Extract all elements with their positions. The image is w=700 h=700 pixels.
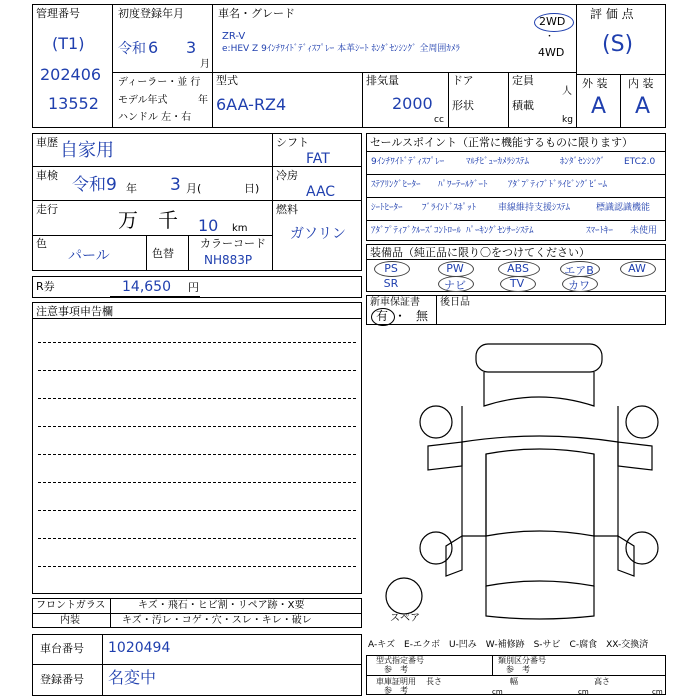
car-diagram: [366, 326, 666, 626]
diagram-rear-right-fender: [618, 442, 652, 470]
notes-line: [38, 510, 356, 511]
notes-line: [38, 398, 356, 399]
recycle-label: R券: [36, 280, 55, 293]
glass-label: フロントガラス: [36, 600, 106, 611]
handle-label: ハンドル 左・右: [118, 112, 192, 123]
reg-cert-ref: 参 考: [384, 686, 408, 695]
first-reg-era: 令和: [118, 41, 146, 57]
divider: [366, 220, 666, 221]
spare-label: スペア: [390, 613, 420, 624]
category-label: 類別区分番号: [498, 656, 546, 665]
color-code-label: カラーコード: [200, 237, 266, 250]
sales-item: ﾌﾞﾗｲﾝﾄﾞｽﾎﾟｯﾄ: [422, 203, 477, 213]
sales-item: 標識認識機能: [596, 203, 651, 213]
divider: [32, 613, 362, 614]
sales-item: ｱﾀﾞﾌﾟﾃｨﾌﾞｸﾙｰｽﾞｺﾝﾄﾛｰﾙ: [371, 226, 462, 236]
model-type: 6AA-RZ4: [216, 95, 287, 114]
fuel-label: 燃料: [276, 203, 298, 216]
diagram-rear: [462, 406, 618, 442]
recycle-value: 14,650: [122, 279, 171, 295]
color-change-label: 色替: [152, 247, 174, 260]
model-year-label: モデル年式: [118, 95, 168, 106]
shift-label: シフト: [276, 136, 309, 149]
equip-tv: TV: [509, 277, 525, 290]
sales-item: ETC2.0: [624, 157, 656, 167]
divider: [492, 655, 493, 675]
notes-line: [38, 482, 356, 483]
exterior-grade: A: [591, 94, 607, 119]
model-type-label: 型式: [216, 74, 238, 87]
inspection-label: 車検: [36, 169, 58, 182]
inspection-era: 令和9: [72, 175, 117, 195]
category-ref: 参 考: [506, 665, 530, 674]
mileage-value: 10: [198, 216, 219, 235]
diagram-front-bumper: [486, 586, 594, 619]
divider: [576, 74, 666, 75]
cooler: AAC: [306, 184, 336, 200]
divider: [508, 72, 509, 128]
diagram-wheel-rr: [626, 406, 658, 438]
sales-item: ｽﾃｱﾘﾝｸﾞﾋｰﾀｰ: [371, 180, 421, 190]
door-label: ドア: [452, 74, 474, 87]
divider: [112, 72, 576, 73]
divider: [102, 634, 103, 696]
divider: [366, 675, 666, 676]
divider: [366, 197, 666, 198]
color: パール: [68, 248, 110, 264]
divider: [576, 4, 577, 128]
capacity-label: 定員: [512, 74, 534, 87]
glass-text: キズ・飛石・ヒビ割・リペア跡・X要: [138, 600, 305, 611]
mileage-label: 走行: [36, 203, 58, 216]
dealer-label: ディーラー・並 行: [118, 77, 201, 88]
mileage-unit: km: [232, 223, 248, 234]
divider: [366, 174, 666, 175]
color-code: NH883P: [204, 253, 253, 267]
car-name-label: 車名・グレード: [218, 7, 295, 20]
diagram-rear-window: [484, 372, 594, 406]
equipment-title: 装備品（純正品に限り〇をつけてください）: [370, 246, 590, 259]
reg-cert-label: 車庫証明用: [376, 677, 416, 686]
warranty-no: 無: [416, 309, 429, 323]
sales-title: セールスポイント（正常に機能するものに限ります）: [370, 136, 634, 149]
sales-item: 車線維持支援ｼｽﾃﾑ: [498, 203, 571, 213]
sales-item: ｼｰﾄﾋｰﾀｰ: [371, 203, 403, 213]
registration-label: 登録番号: [40, 673, 84, 686]
cc-unit: cc: [434, 115, 444, 125]
divider: [620, 74, 621, 128]
mileage-man: 万: [118, 208, 138, 232]
inspection-month: 3: [170, 175, 181, 195]
admin-no-2: 13552: [48, 94, 99, 113]
divider: [212, 4, 213, 128]
equip-navi: ナビ: [444, 279, 466, 292]
admin-no-label: 管理番号: [36, 7, 80, 20]
car-diagram-svg: [366, 326, 666, 626]
divider: [32, 664, 362, 665]
diagram-wheel-fl: [420, 532, 452, 564]
model-year-unit: 年: [198, 95, 208, 106]
sales-item: 9ｲﾝﾁﾜｲﾄﾞﾃﾞｨｽﾌﾟﾚｰ: [371, 157, 445, 167]
sales-item: ﾊﾟｰｷﾝｸﾞｾﾝｻｰｼｽﾃﾑ: [466, 226, 534, 236]
notes-line: [38, 538, 356, 539]
sales-item: ﾎﾝﾀﾞｾﾝｼﾝｸﾞ: [560, 157, 606, 167]
warranty-sep: ・: [394, 309, 407, 323]
rating-label: 評 価 点: [590, 7, 634, 21]
divider: [146, 235, 147, 271]
damage-legend: A-キズ E-エクボ U-凹み W-補修跡 S-サビ C-腐食 XX-交換済: [368, 640, 649, 650]
interior-check-text: キズ・汚レ・コゲ・穴・スレ・キレ・破レ: [122, 615, 312, 626]
divider: [436, 295, 437, 325]
sales-item: ﾊﾟﾜｰﾃｰﾙｹﾞｰﾄ: [438, 180, 488, 190]
length-cm: cm: [492, 688, 503, 696]
notes-line: [38, 566, 356, 567]
height-cm: cm: [652, 688, 663, 696]
month-unit: 月: [200, 59, 210, 70]
divider: [110, 598, 111, 628]
divider: [32, 318, 362, 319]
interior-check-label: 内装: [60, 615, 80, 626]
history: 自家用: [60, 140, 114, 161]
width-cm: cm: [578, 688, 589, 696]
divider: [32, 200, 362, 201]
divider: [448, 72, 449, 128]
sales-item: 未使用: [630, 226, 658, 236]
equip-pw: PW: [446, 262, 464, 275]
equip-leather: カワ: [568, 279, 590, 292]
diagram-front-left: [446, 536, 462, 576]
equip-abs: ABS: [507, 262, 529, 275]
equip-sr: SR: [383, 277, 399, 290]
car-name: ZR-V: [222, 31, 246, 42]
color-label: 色: [36, 237, 47, 250]
length-label: 長さ: [426, 677, 442, 686]
grade: e:HEV Z 9ｲﾝﾁﾜｲﾄﾞﾃﾞｨｽﾌﾟﾚｰ 本革ｼｰﾄ ﾎﾝﾀﾞｾﾝｼﾝｸﾞ 全周囲ｶﾒﾗ: [222, 44, 460, 54]
divider: [32, 235, 272, 236]
mileage-sen: 千: [158, 208, 178, 232]
inspection-day-unit: 日): [244, 182, 260, 195]
diagram-left-side: [462, 442, 486, 536]
exterior-label: 外 装: [582, 77, 608, 90]
drive-4wd: 4WD: [538, 46, 565, 59]
shape-label: 形状: [452, 99, 474, 112]
notes-label: 注意事項申告欄: [36, 305, 113, 318]
diagram-right-side: [594, 442, 618, 536]
divider: [366, 259, 666, 260]
diagram-wheel-rl: [420, 406, 452, 438]
notes-line: [38, 342, 356, 343]
diagram-rear-left-fender: [428, 442, 462, 470]
sales-item: ｽﾏｰﾄｷｰ: [586, 226, 614, 236]
width-label: 幅: [510, 677, 518, 686]
first-reg-label: 初度登録年月: [118, 7, 184, 20]
notes-line: [38, 426, 356, 427]
capacity-unit: 人: [562, 86, 572, 97]
height-label: 高さ: [594, 677, 610, 686]
diagram-roof: [486, 449, 594, 536]
recycle-unit: 円: [188, 281, 199, 294]
drive-dot: ・: [545, 32, 555, 42]
equip-ps: PS: [384, 262, 398, 275]
diagram-roof-top: [476, 344, 602, 372]
divider: [362, 72, 363, 128]
admin-no-prefix: (T1): [52, 34, 85, 53]
displacement: 2000: [392, 94, 433, 113]
notes-line: [38, 370, 356, 371]
first-reg-year: 6: [148, 38, 159, 57]
type-cert-label: 型式指定番号: [376, 656, 424, 665]
divider: [272, 133, 273, 271]
warranty-yes: 有: [376, 309, 389, 323]
sales-item: ﾏﾙﾁﾋﾞｭｰｶﾒﾗｼｽﾃﾑ: [466, 157, 530, 167]
equip-airbag: エアB: [564, 264, 594, 277]
interior-label: 内 装: [628, 77, 654, 90]
sales-item: ｱﾀﾞﾌﾟﾃｨﾌﾞﾄﾞﾗｲﾋﾞﾝｸﾞﾋﾞｰﾑ: [508, 180, 608, 190]
divider: [188, 235, 189, 271]
diagram-wheel-fr: [626, 532, 658, 564]
divider: [366, 151, 666, 152]
diagram-front-right: [618, 536, 634, 576]
rating: (S): [602, 32, 634, 57]
warranty-label: 新車保証書: [370, 297, 420, 308]
cooler-label: 冷房: [276, 169, 298, 182]
admin-no-1: 202406: [40, 65, 102, 84]
interior-grade: A: [635, 94, 651, 119]
first-reg-month: 3: [186, 38, 197, 57]
diagram-hood: [486, 536, 594, 586]
shift: FAT: [306, 151, 330, 167]
load-unit: kg: [562, 115, 573, 125]
diagram-spare-tire: [386, 578, 422, 614]
inspection-month-unit: 月(: [186, 182, 202, 195]
later-label: 後日品: [440, 297, 470, 308]
history-label: 車歴: [36, 136, 58, 149]
inspection-year-unit: 年: [126, 182, 137, 195]
chassis-no: 1020494: [108, 640, 171, 656]
equip-aw: AW: [628, 262, 646, 275]
notes-line: [38, 454, 356, 455]
registration: 名変中: [108, 668, 157, 687]
divider: [112, 4, 113, 128]
chassis-label: 車台番号: [40, 642, 84, 655]
type-cert-ref: 参 考: [384, 665, 408, 674]
displacement-label: 排気量: [366, 74, 399, 87]
notes-frame: [32, 302, 362, 594]
load-label: 積載: [512, 99, 534, 112]
recycle-underline: [110, 296, 200, 297]
fuel: ガソリン: [290, 226, 346, 242]
drive-2wd: 2WD: [539, 15, 566, 28]
